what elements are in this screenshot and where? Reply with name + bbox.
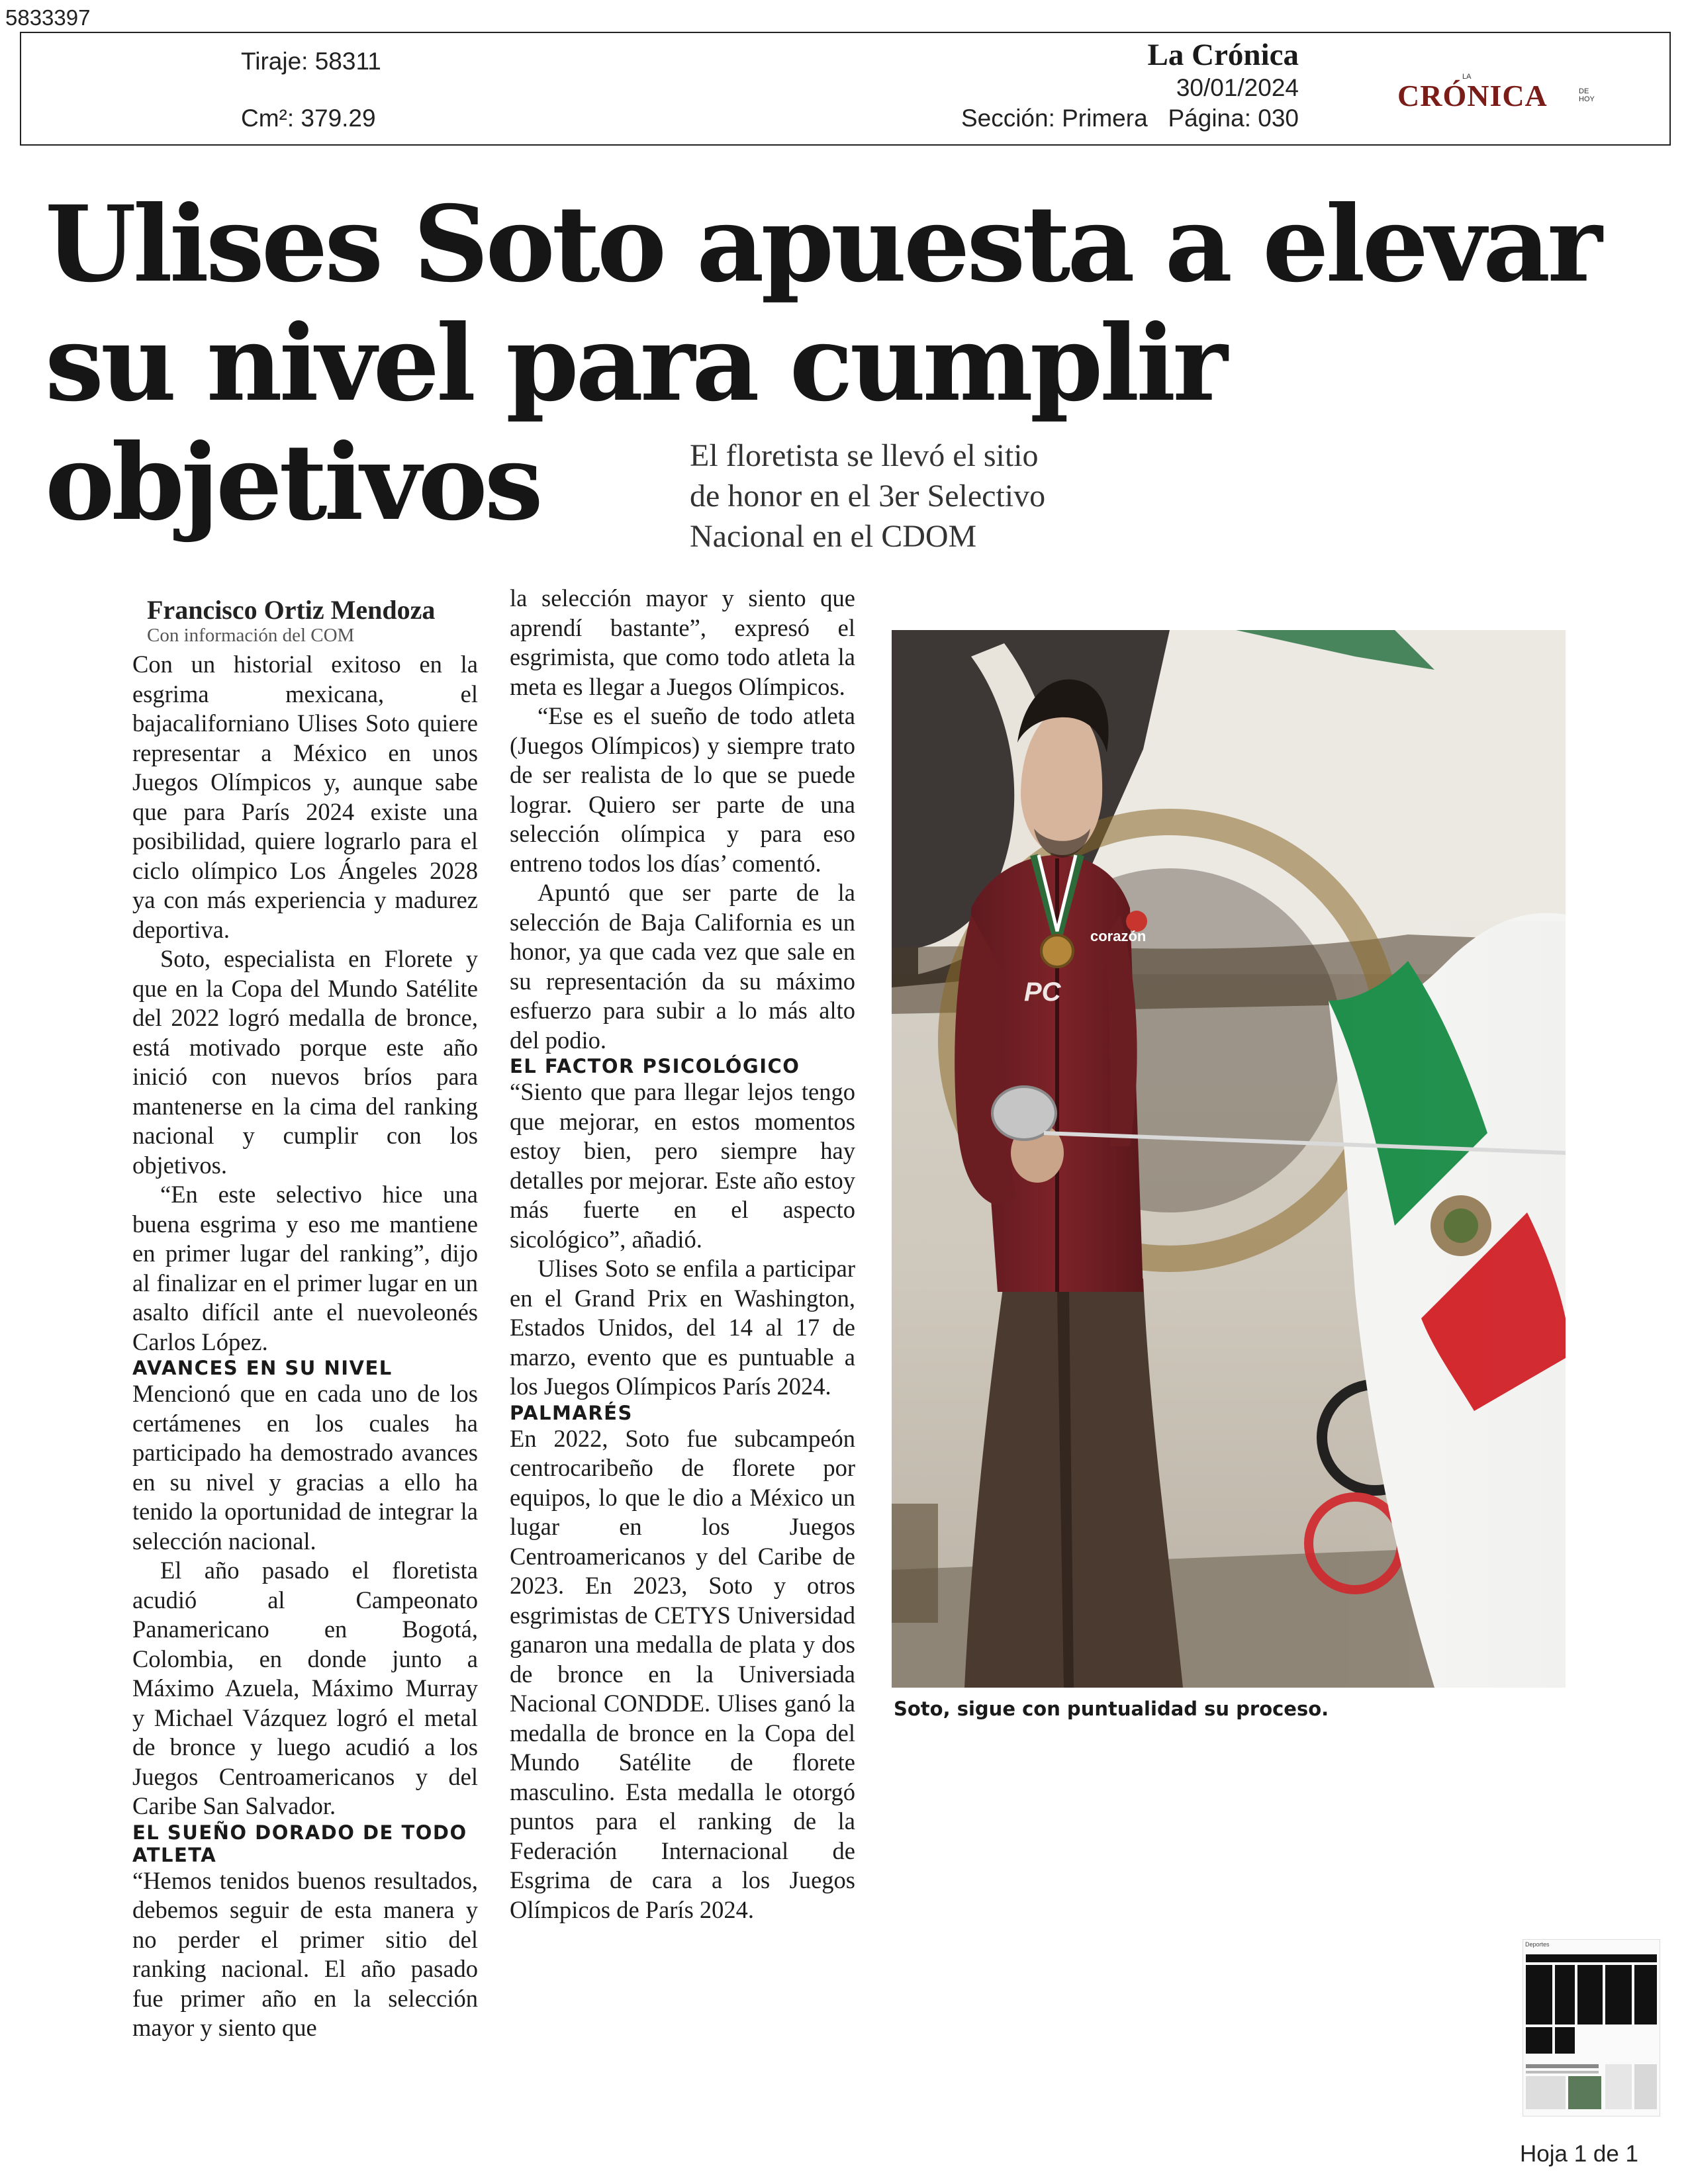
logo-small-side: DE HOY: [1579, 87, 1595, 103]
article-column-2: [510, 584, 855, 2070]
byline: Francisco Ortiz Mendoza: [147, 595, 436, 625]
paragraph: Apuntó que ser parte de la selección de Baja California es un honor, ya que cada vez que sale en su representación da su máximo esfuerzo para subir a lo más alto del podio.: [510, 879, 855, 1054]
paragraph: “En este selectivo hice una buena esgrima y eso me mantiene en primer lugar del ranking”, dijo al finalizar en el primer lugar en un asalto difícil ante el nuevoleonés Carlos López.: [132, 1181, 478, 1355]
tiraje-label: Tiraje: 58311: [241, 48, 381, 75]
logo-small-top: LA: [1462, 73, 1472, 81]
section-page-label: Sección: Primera Página: 030: [961, 105, 1299, 132]
paragraph: Ulises Soto se enfila a participar en el Grand Prix en Washington, Estados Unidos, del 14 al 17 de marzo, evento que es puntuable a los Juegos Olímpicos París 2024.: [510, 1255, 855, 1400]
thumbnail-layout-icon: [1523, 1940, 1660, 2116]
cronica-logo: [1395, 73, 1593, 113]
article-headline: Ulises Soto apuesta a elevar su nivel para cumplir objetivos: [45, 183, 1599, 544]
paragraph: Soto, especialista en Florete y que en la Copa del Mundo Satélite del 2022 logró medalla de bronce, está motivado porque este año inició con nuevos bríos para mantenerse en la cima del ranking nacional y cumplir con los objetivos.: [132, 945, 478, 1179]
photo-caption: Soto, sigue con puntualidad su proceso.: [894, 1698, 1329, 1720]
paragraph: la selección mayor y siento que aprendí bastante”, expresó el esgrimista, que como todo atleta la meta es llegar a Juegos Olímpicos.: [510, 584, 855, 700]
paragraph: En 2022, Soto fue subcampeón centrocaribeño de florete por equipos, lo que le dio a México un lugar en los Juegos Centroamericanos y del Caribe de 2023. En 2023, Soto y otros esgrimistas de CETYS Universidad ganaron una medalla de plata y dos de bronce en la Universiada Nacional CONDDE. Ulises ganó la medalla de bronce en la Copa del Mundo Satélite de florete masculino. Esta medalla le otorgó puntos para el ranking de la Federación Internacional de Esgrima de cara a los Juegos Olímpicos de París 2024.: [510, 1424, 855, 1923]
header-box: [20, 32, 1671, 146]
paragraph: “Hemos tenidos buenos resultados, debemos seguir de esta manera y no perder el primer sitio del ranking nacional. El año pasado fue primer año en la selección mayor y siento que: [132, 1866, 478, 2041]
paragraph: Mencionó que en cada uno de los certámenes en los cuales ha participado ha demostrado avances en su nivel y gracias a ello ha tenido la oportunidad de integrar la selección nacional.: [132, 1380, 478, 1555]
article-subhead: El floretista se llevó el sitio de honor en el 3er Selectivo Nacional en el CDOM: [690, 438, 1046, 554]
publication-name: La Crónica: [1147, 38, 1299, 72]
section-heading: PALMARÉS: [510, 1401, 633, 1424]
svg-text:PC: PC: [1024, 978, 1061, 1007]
clip-id: 5833397: [5, 5, 91, 30]
thumbnail-section-label: Deportes: [1525, 1941, 1550, 1948]
athlete-photo: [892, 630, 1566, 1688]
paragraph: Con un historial exitoso en la esgrima mexicana, el bajacaliforniano Ulises Soto quiere representar a México en unos Juegos Olímpicos y, aunque sabe que para París 2024 existe una posibilidad, quiere lograrlo para el ciclo olímpico Los Ángeles 2028 ya con más experiencia y madurez deportiva.: [132, 651, 478, 943]
section-heading: EL SUEÑO DORADO DE TODO ATLETA: [132, 1821, 467, 1866]
section-heading: EL FACTOR PSICOLÓGICO: [510, 1055, 800, 1077]
paragraph: “Ese es el sueño de todo atleta (Juegos Olímpicos) y siempre trato de ser realista de lo que se puede lograr. Quiero ser parte de una selección olímpica y para eso entreno todos los días’ comentó.: [510, 702, 855, 877]
athlete-photo-illustration: [892, 630, 1566, 1688]
logo-wordmark: CRÓNICA: [1397, 79, 1548, 113]
jacket-text: corazón: [1090, 928, 1147, 944]
paragraph: “Siento que para llegar lejos tengo que mejorar, en estos momentos estoy bien, pero siempre hay detalles por mejorar. Este año estoy más fuerte en el aspecto sicológico”, añadió.: [510, 1078, 855, 1253]
article-column-1: [132, 650, 478, 2044]
page-footer: Hoja 1 de 1: [1520, 2141, 1639, 2167]
mexican-flag: [1329, 913, 1566, 1688]
section-heading: AVANCES EN SU NIVEL: [132, 1357, 393, 1379]
cm2-label: Cm²: 379.29: [241, 105, 376, 132]
paragraph: El año pasado el floretista acudió al Campeonato Panamericano en Bogotá, Colombia, en donde junto a Máximo Azuela, Máximo Murray y Michael Vázquez logró el metal de bronce y luego acudió a los Juegos Centroamericanos y del Caribe San Salvador.: [132, 1557, 478, 1819]
publication-date: 30/01/2024: [1176, 74, 1299, 101]
page-thumbnail: [1523, 1939, 1660, 2116]
byline-credit: Con información del COM: [147, 625, 355, 646]
